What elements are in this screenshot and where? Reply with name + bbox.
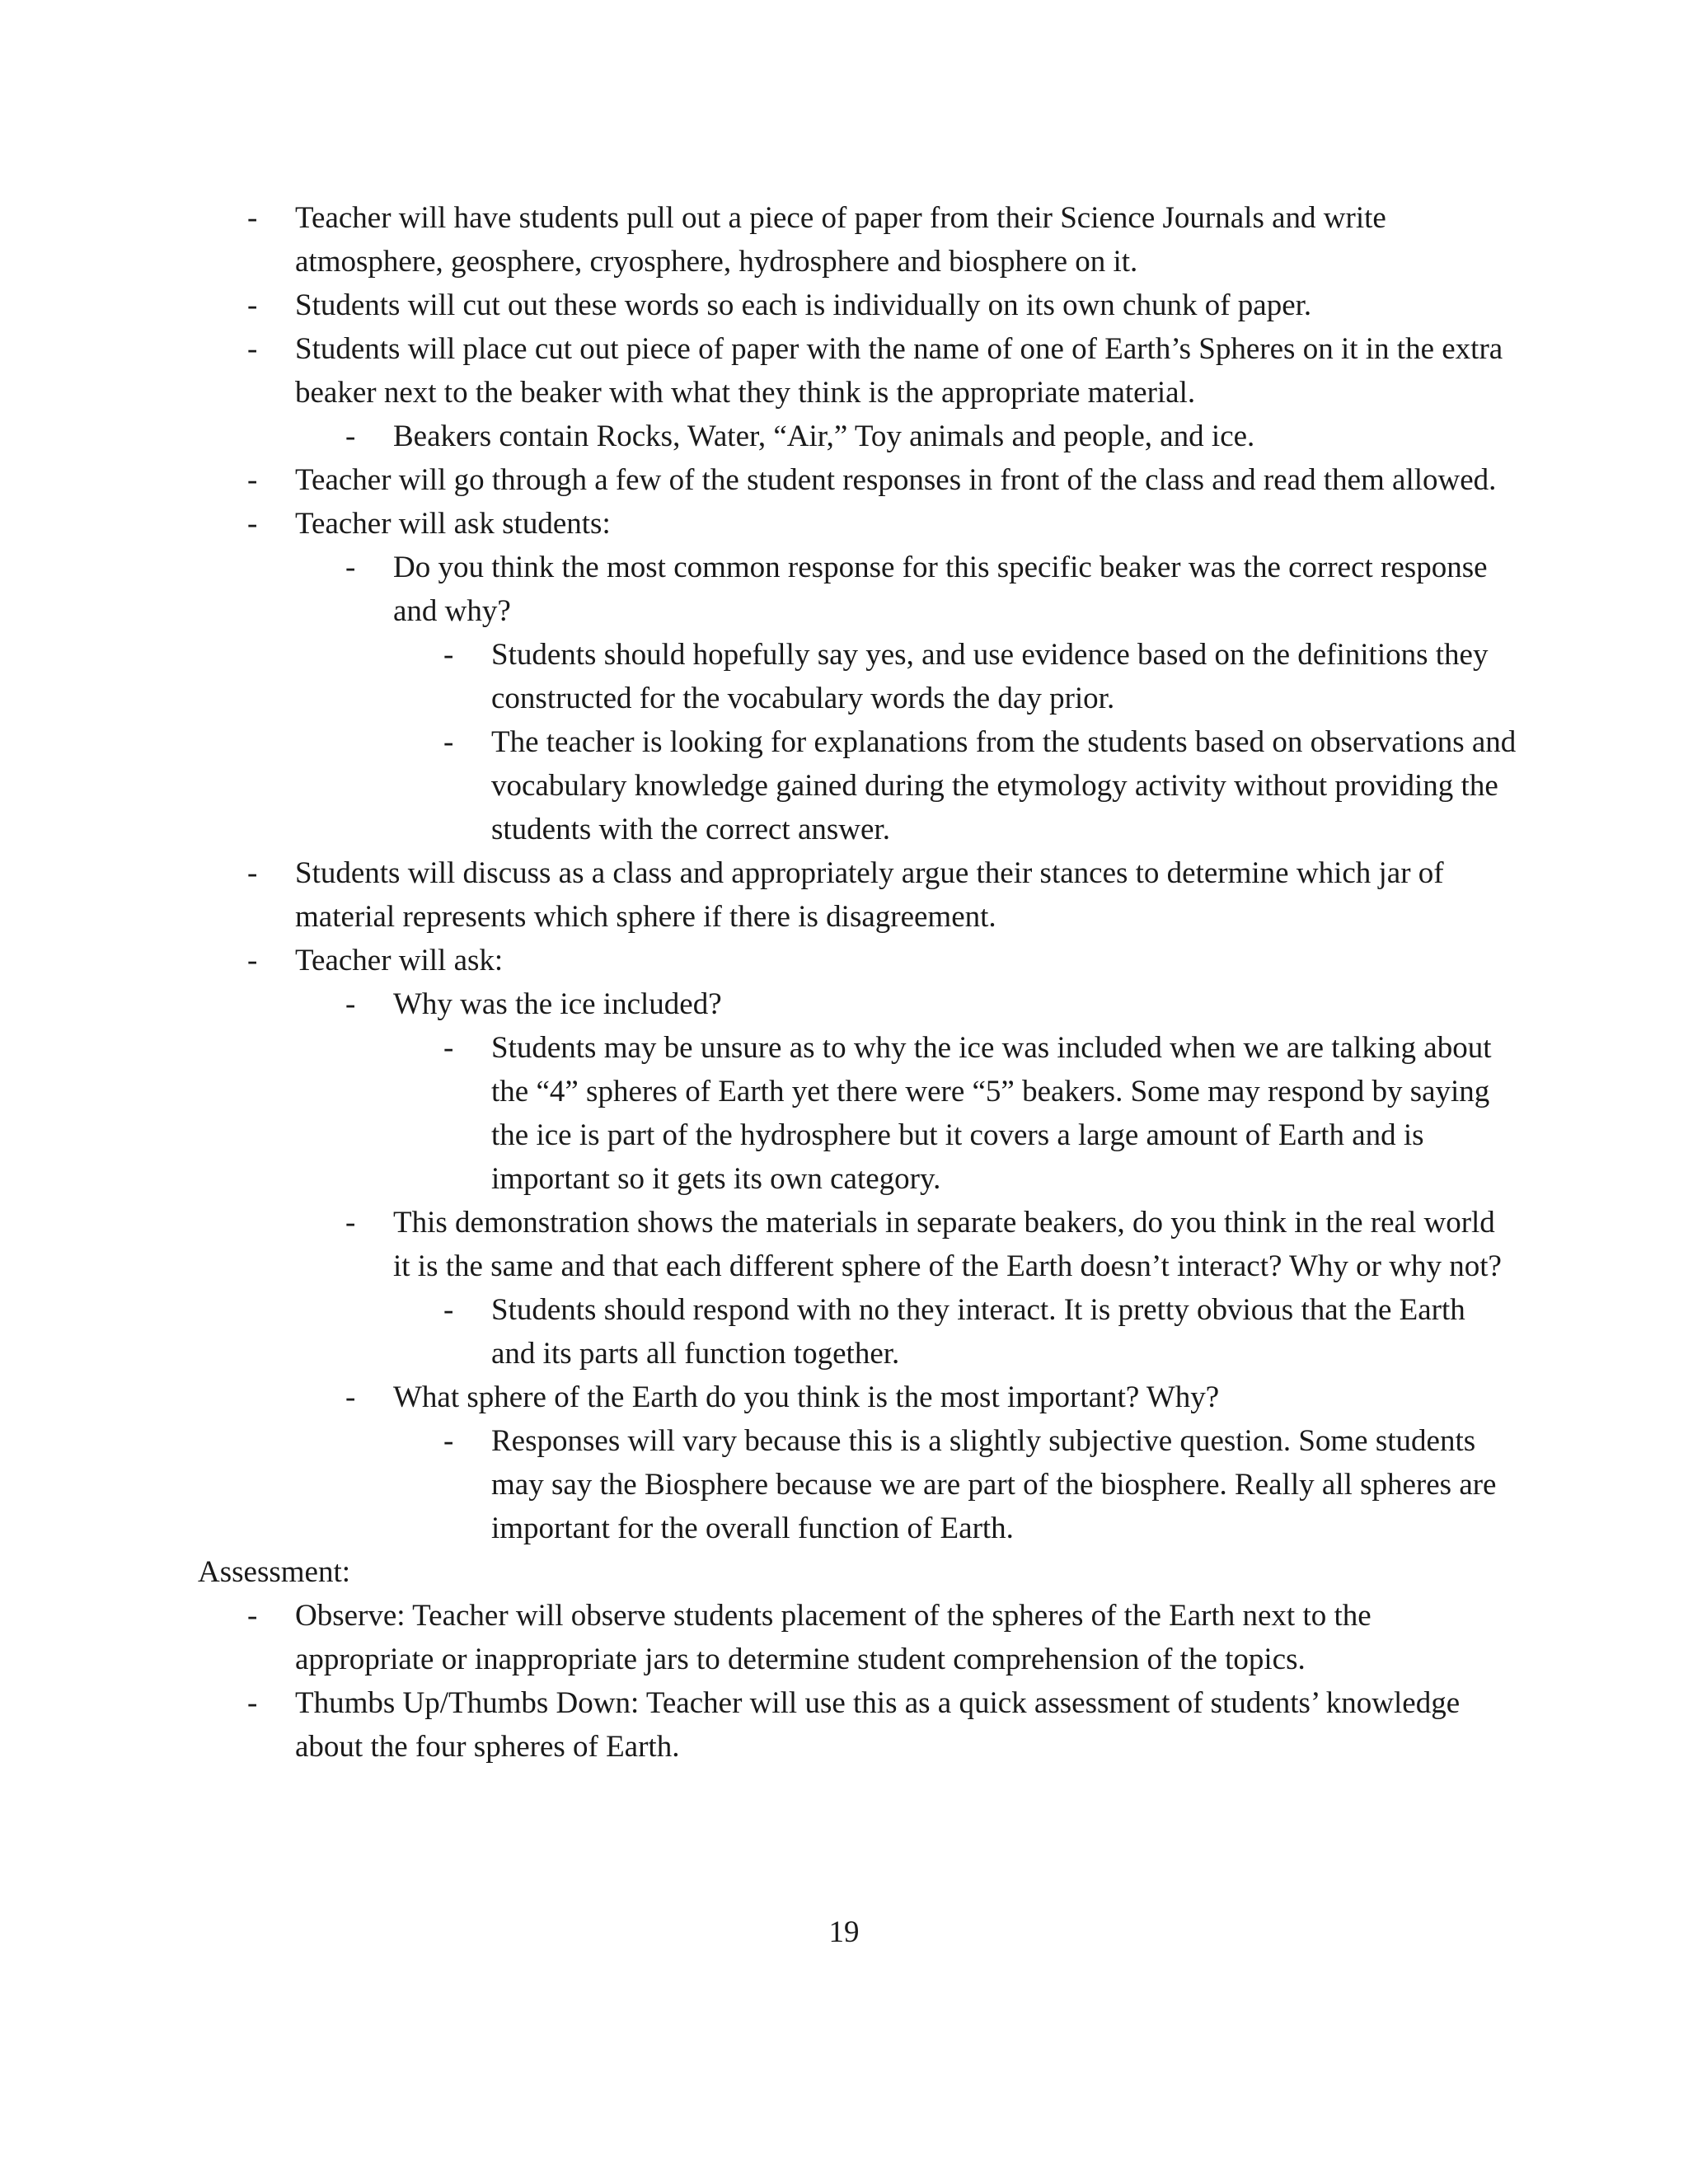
list-item-text: What sphere of the Earth do you think is the most important? Why? xyxy=(393,1380,1220,1414)
list-item xyxy=(198,458,1517,502)
list-item xyxy=(198,1419,1517,1550)
list-item-text: Students may be unsure as to why the ice was included when we are talking about the “4” spheres of Earth yet there were “5” beakers. Some may respond by saying the ice is part of the hydrosphere but it covers a large amount of Earth and is important so it gets its own category. xyxy=(491,1031,1492,1196)
list-item-text: Teacher will have students pull out a piece of paper from their Science Journals and write atmosphere, geosphere, cryosphere, hydrosphere and biosphere on it. xyxy=(295,201,1386,279)
list-item xyxy=(198,284,1517,327)
assessment-heading: Assessment: xyxy=(198,1555,350,1589)
list-item-text: Responses will vary because this is a slightly subjective question. Some students may say the Biosphere because we are part of the biosphere. Really all spheres are important for the overall function of Earth. xyxy=(491,1424,1497,1545)
list-item xyxy=(198,720,1517,851)
bullet-dash: - xyxy=(247,463,258,497)
list-item-text: Students should hopefully say yes, and use evidence based on the definitions they constructed for the vocabulary words the day prior. xyxy=(491,638,1489,715)
bullet-dash: - xyxy=(443,638,454,672)
list-item-text: Students should respond with no they interact. It is pretty obvious that the Earth and its parts all function together. xyxy=(491,1293,1465,1371)
lesson-content xyxy=(198,196,1517,1769)
list-item-text: Do you think the most common response for this specific beaker was the correct response and why? xyxy=(393,551,1488,628)
bullet-dash: - xyxy=(443,725,454,759)
list-item-text: Teacher will ask: xyxy=(295,944,504,977)
list-item xyxy=(198,1201,1517,1288)
bullet-dash: - xyxy=(247,201,258,235)
list-item-text: This demonstration shows the materials in separate beakers, do you think in the real world it is the same and that each different sphere of the Earth doesn’t interact? Why or why not? xyxy=(393,1206,1502,1283)
list-item-text: Students will cut out these words so each is individually on its own chunk of paper. xyxy=(295,288,1312,322)
bullet-dash: - xyxy=(345,1206,356,1240)
list-item-text: Students will discuss as a class and appropriately argue their stances to determine which jar of material represents which sphere if there is disagreement. xyxy=(295,856,1444,934)
list-item xyxy=(198,633,1517,720)
bullet-dash: - xyxy=(345,419,356,453)
bullet-dash: - xyxy=(345,987,356,1021)
bullet-dash: - xyxy=(247,1599,258,1633)
list-item-text: Teacher will ask students: xyxy=(295,507,611,541)
bullet-dash: - xyxy=(247,944,258,977)
list-item xyxy=(198,546,1517,633)
bullet-dash: - xyxy=(345,551,356,584)
list-item xyxy=(198,502,1517,546)
bullet-dash: - xyxy=(443,1031,454,1065)
list-item-text: Why was the ice included? xyxy=(393,987,722,1021)
list-item-text: The teacher is looking for explanations from the students based on observations and vocabulary knowledge gained during the etymology activity without providing the students with the correct answer. xyxy=(491,725,1517,846)
list-item-text: Observe: Teacher will observe students placement of the spheres of the Earth next to the appropriate or inappropriate jars to determine student comprehension of the topics. xyxy=(295,1599,1372,1676)
list-item xyxy=(198,196,1517,284)
list-item-text: Students will place cut out piece of paper with the name of one of Earth’s Spheres on it in the extra beaker next to the beaker with what they think is the appropriate material. xyxy=(295,332,1503,410)
list-item xyxy=(198,1376,1517,1419)
list-item xyxy=(198,982,1517,1026)
bullet-dash: - xyxy=(247,288,258,322)
list-item xyxy=(198,939,1517,982)
list-item xyxy=(198,1681,1517,1769)
list-item-text: Thumbs Up/Thumbs Down: Teacher will use this as a quick assessment of students’ knowledge about the four spheres of Earth. xyxy=(295,1686,1461,1764)
bullet-dash: - xyxy=(443,1293,454,1327)
list-item xyxy=(198,1026,1517,1201)
bullet-dash: - xyxy=(345,1380,356,1414)
page-number: 19 xyxy=(828,1915,860,1949)
bullet-dash: - xyxy=(443,1424,454,1458)
bullet-dash: - xyxy=(247,1686,258,1720)
list-item xyxy=(198,1594,1517,1681)
list-item xyxy=(198,851,1517,939)
list-item-text: Teacher will go through a few of the student responses in front of the class and read them allowed. xyxy=(295,463,1497,497)
bullet-dash: - xyxy=(247,856,258,890)
list-item xyxy=(198,415,1517,458)
bullet-dash: - xyxy=(247,332,258,366)
list-item xyxy=(198,1288,1517,1376)
list-item-text: Beakers contain Rocks, Water, “Air,” Toy animals and people, and ice. xyxy=(393,419,1255,453)
list-item xyxy=(198,327,1517,415)
bullet-dash: - xyxy=(247,507,258,541)
